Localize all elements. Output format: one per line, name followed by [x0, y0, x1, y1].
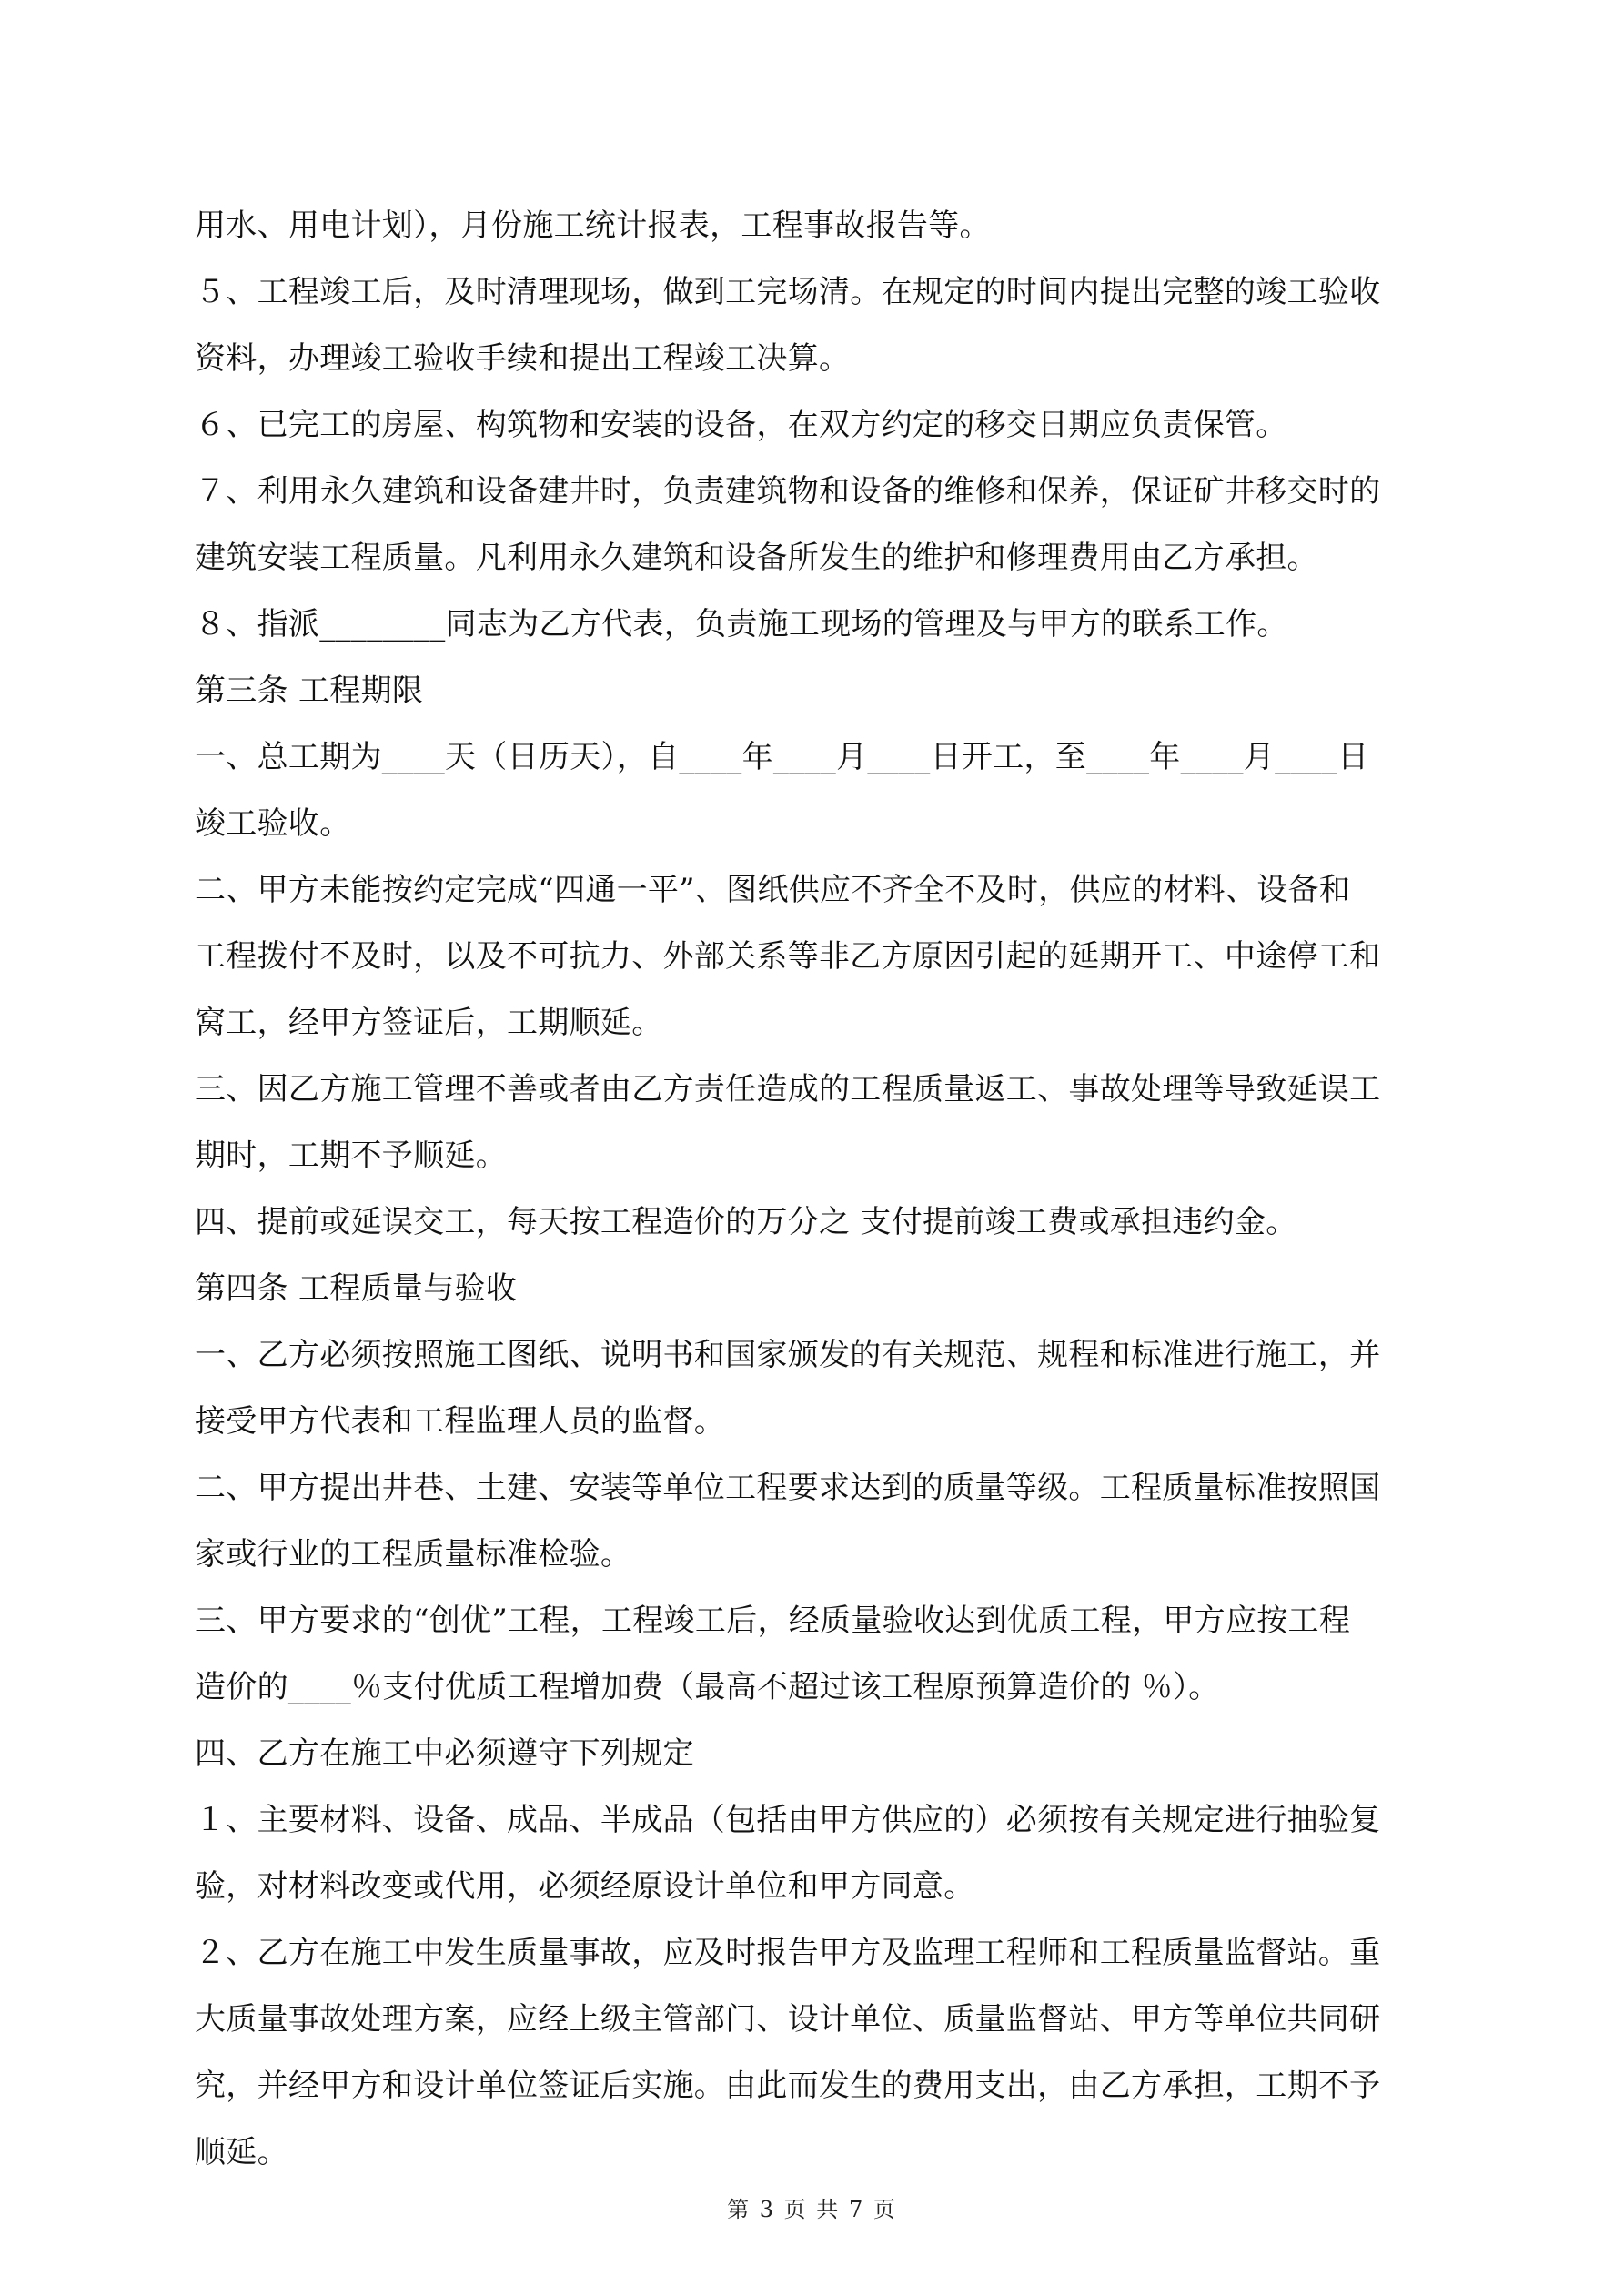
text-line: 竣工验收。	[195, 805, 351, 842]
text-line: 验，对材料改变或代用，必须经原设计单位和甲方同意。	[195, 1868, 975, 1905]
text-line: 一、总工期为____天（日历天），自____年____月____日开工，至____年____月____日	[195, 739, 1369, 775]
text-line: 四、提前或延误交工，每天按工程造价的万分之 支付提前竣工费或承担违约金。	[195, 1204, 1297, 1240]
text-line: 三、因乙方施工管理不善或者由乙方责任造成的工程质量返工、事故处理等导致延误工	[195, 1071, 1381, 1108]
text-line: 造价的____％支付优质工程增加费（最高不超过该工程原预算造价的 ％）。	[195, 1669, 1220, 1705]
text-line: 工程拨付不及时，以及不可抗力、外部关系等非乙方原因引起的延期开工、中途停工和	[195, 938, 1381, 975]
page-number-footer: 第 3 页 共 7 页	[727, 2197, 897, 2222]
text-line: 窝工，经甲方签证后，工期顺延。	[195, 1005, 663, 1041]
section-heading: 第四条 工程质量与验收	[195, 1270, 518, 1307]
text-line: １、主要材料、设备、成品、半成品（包括由甲方供应的）必须按有关规定进行抽验复	[195, 1802, 1381, 1838]
text-line: ２、乙方在施工中发生质量事故，应及时报告甲方及监理工程师和工程质量监督站。重	[195, 1935, 1381, 1971]
text-line: ５、工程竣工后，及时清理现场，做到工完场清。在规定的时间内提出完整的竣工验收	[195, 274, 1381, 310]
text-line: 三、甲方要求的“创优”工程，工程竣工后，经质量验收达到优质工程，甲方应按工程	[195, 1603, 1351, 1639]
text-line: 二、甲方提出井巷、土建、安装等单位工程要求达到的质量等级。工程质量标准按照国	[195, 1470, 1381, 1506]
text-line: 四、乙方在施工中必须遵守下列规定	[195, 1735, 694, 1772]
text-line: 究，并经甲方和设计单位签证后实施。由此而发生的费用支出，由乙方承担，工期不予	[195, 2068, 1381, 2104]
text-line: 接受甲方代表和工程监理人员的监督。	[195, 1403, 726, 1440]
text-line: 顺延。	[195, 2134, 288, 2170]
text-line: 一、乙方必须按照施工图纸、说明书和国家颁发的有关规范、规程和标准进行施工，并	[195, 1337, 1381, 1373]
text-line: 建筑安装工程质量。凡利用永久建筑和设备所发生的维护和修理费用由乙方承担。	[195, 540, 1318, 576]
text-line: 用水、用电计划），月份施工统计报表，工程事故报告等。	[195, 207, 991, 244]
text-line: 期时，工期不予顺延。	[195, 1138, 507, 1174]
text-line: 家或行业的工程质量标准检验。	[195, 1536, 632, 1573]
document-body	[195, 193, 1441, 2186]
text-line: ６、已完工的房屋、构筑物和安装的设备，在双方约定的移交日期应负责保管。	[195, 407, 1287, 443]
text-line: 大质量事故处理方案，应经上级主管部门、设计单位、质量监督站、甲方等单位共同研	[195, 2001, 1381, 2038]
text-line: 资料，办理竣工验收手续和提出工程竣工决算。	[195, 340, 851, 377]
text-line: ８、指派________同志为乙方代表，负责施工现场的管理及与甲方的联系工作。	[195, 606, 1288, 642]
text-line: ７、利用永久建筑和设备建井时，负责建筑物和设备的维修和保养，保证矿井移交时的	[195, 473, 1381, 510]
text-line: 二、甲方未能按约定完成“四通一平”、图纸供应不齐全不及时，供应的材料、设备和	[195, 872, 1351, 908]
section-heading: 第三条 工程期限	[195, 673, 424, 709]
